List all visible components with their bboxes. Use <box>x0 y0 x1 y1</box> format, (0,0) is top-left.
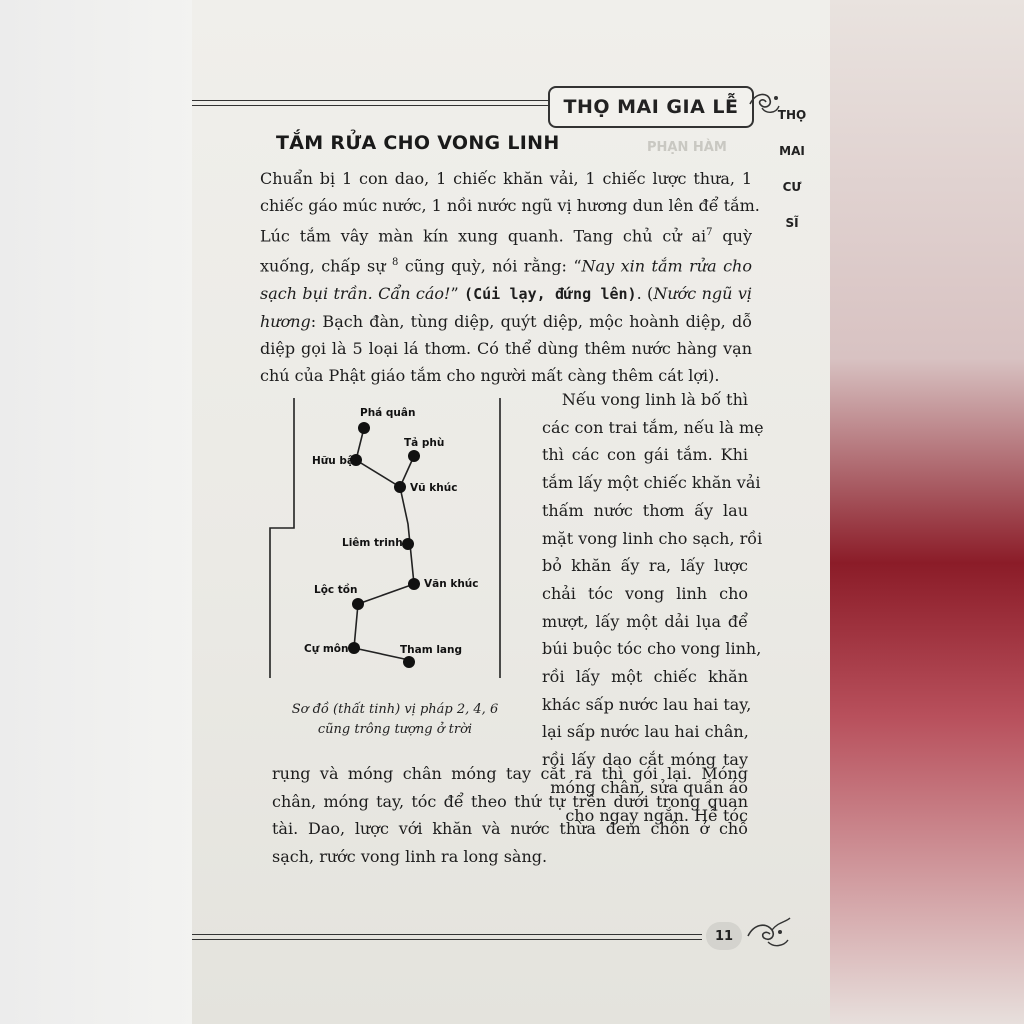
text-line: chú của Phật giáo tắm cho người mất càng thêm cát lợi). <box>260 365 720 385</box>
star-ta-phu <box>408 450 420 462</box>
text-run: (Cúi lạy, đứng lên) <box>464 284 637 303</box>
background-left <box>0 0 195 1024</box>
page-number: 11 <box>714 928 734 944</box>
text-line: Chuẩn bị 1 con dao, 1 chiếc khăn vải, 1 chiếc lược thưa, 1 <box>260 169 752 188</box>
paragraph-3 <box>272 760 748 870</box>
label-liem-trinh: Liêm trinh <box>342 537 403 549</box>
text-run: hương <box>260 311 311 331</box>
side-tab <box>762 100 822 300</box>
text-line: sạch, rước vong linh ra long sàng. <box>272 846 548 866</box>
side-tab-char: SĨ <box>785 216 799 230</box>
text-line: bỏ khăn ấy ra, lấy lược <box>542 556 748 576</box>
text-line <box>260 249 752 279</box>
text-line: các con trai tắm, nếu là mẹ <box>542 417 764 437</box>
star-liem-trinh <box>402 538 414 550</box>
footnote-7: 7 <box>706 227 713 238</box>
diagram-caption <box>270 700 520 740</box>
text-line <box>260 219 752 249</box>
star-loc-ton <box>352 598 364 610</box>
background-right <box>830 0 1024 1024</box>
text-line: khác sấp nước lau hai tay, <box>542 694 752 714</box>
star-vu-khuc <box>394 481 406 493</box>
text-line: cho ngay ngắn. Hễ tóc <box>565 805 748 825</box>
text-line: chân, móng tay, tóc để theo thứ tự trên dưới trong quan <box>272 791 748 811</box>
label-loc-ton: Lộc tồn <box>314 584 358 596</box>
section-title: TẮM RỬA CHO VONG LINH <box>276 132 560 154</box>
side-tab-char: THỌ <box>777 108 807 122</box>
text-run: cũng quỳ, nói rằng: “ <box>398 256 582 276</box>
seven-star-diagram <box>262 388 532 698</box>
page-number-badge <box>706 922 742 950</box>
label-huu-bat: Hữu bật <box>312 455 360 467</box>
text-run: sạch bụi trần. Cẩn cáo! <box>260 283 451 303</box>
side-tab-char: MAI <box>779 144 805 158</box>
text-run: quỳ <box>712 226 753 246</box>
caption-line: cũng trông tượng ở trời <box>317 722 473 737</box>
label-ta-phu: Tả phù <box>404 437 445 449</box>
text-line: chải tóc vong linh cho <box>542 583 748 603</box>
text-line: mặt vong linh cho sạch, rồi <box>542 528 763 548</box>
star-cu-mon <box>348 642 360 654</box>
text-run: xuống, chấp sự <box>260 256 392 276</box>
bleed-through-text: PHẠN HÀM <box>647 140 727 155</box>
text-line: tài. Dao, lược với khăn và nước thừa đem chôn ở chỗ <box>272 819 748 838</box>
diagram-frame-left <box>270 398 294 678</box>
header-rule <box>192 100 552 106</box>
book-page <box>192 0 830 1024</box>
text-line <box>260 280 752 308</box>
text-line: lại sấp nước lau hai chân, <box>542 722 749 742</box>
text-run: : Bạch đàn, tùng diệp, quýt diệp, mộc hoành diệp, dỗ <box>310 311 752 331</box>
footnote-8: 8 <box>391 257 399 269</box>
side-tab-char: CƯ <box>782 180 802 194</box>
text-line: rồi lấy dao cắt móng tay <box>542 750 748 770</box>
text-line: rụng và móng chân móng tay cắt ra thì gói lại. Móng <box>272 764 748 783</box>
star-van-khuc <box>408 578 420 590</box>
label-vu-khuc: Vũ khúc <box>410 482 458 494</box>
text-line <box>260 308 752 335</box>
text-line: tắm lấy một chiếc khăn vải <box>542 473 761 493</box>
running-header <box>548 86 754 128</box>
label-cu-mon: Cự môn <box>304 643 349 655</box>
text-line: mượt, lấy một dải lụa để <box>542 611 748 631</box>
text-line: thì các con gái tắm. Khi <box>542 445 748 465</box>
star-tham-lang <box>403 656 415 668</box>
star-path <box>354 487 414 660</box>
label-pha-quan: Phá quân <box>360 407 416 419</box>
text-line: móng chân, sửa quần áo <box>550 777 748 797</box>
text-line: chiếc gáo múc nước, 1 nồi nước ngũ vị hương dun lên để tắm. <box>260 196 760 215</box>
text-line: rồi lấy một chiếc khăn <box>542 667 748 687</box>
text-run: Lúc tắm vây màn kín xung quanh. Tang chủ cử ai <box>260 226 707 246</box>
caption-line: Sơ đồ (thất tinh) vị pháp 2, 4, 6 <box>291 702 499 717</box>
running-header-title: THỌ MAI GIA LỄ <box>563 96 739 118</box>
text-line: búi buộc tóc cho vong linh, <box>542 639 762 659</box>
label-van-khuc: Văn khúc <box>424 578 479 590</box>
text-run: Nước ngũ vị <box>653 283 753 303</box>
footer-rule <box>192 934 702 940</box>
paragraph-1 <box>260 165 760 389</box>
text-run: Nay xin tắm rửa cho <box>581 256 752 276</box>
text-line: thấm nước thơm ấy lau <box>542 500 748 520</box>
text-line: diệp gọi là 5 loại lá thơm. Có thể dùng thêm nước hàng vạn <box>260 338 752 358</box>
text-run: . ( <box>636 283 654 303</box>
label-tham-lang: Tham lang <box>400 644 462 656</box>
text-run: ” <box>450 283 465 303</box>
star-pha-quan <box>358 422 370 434</box>
text-line: Nếu vong linh là bố thì <box>561 390 748 409</box>
ornament-icon <box>744 914 792 950</box>
